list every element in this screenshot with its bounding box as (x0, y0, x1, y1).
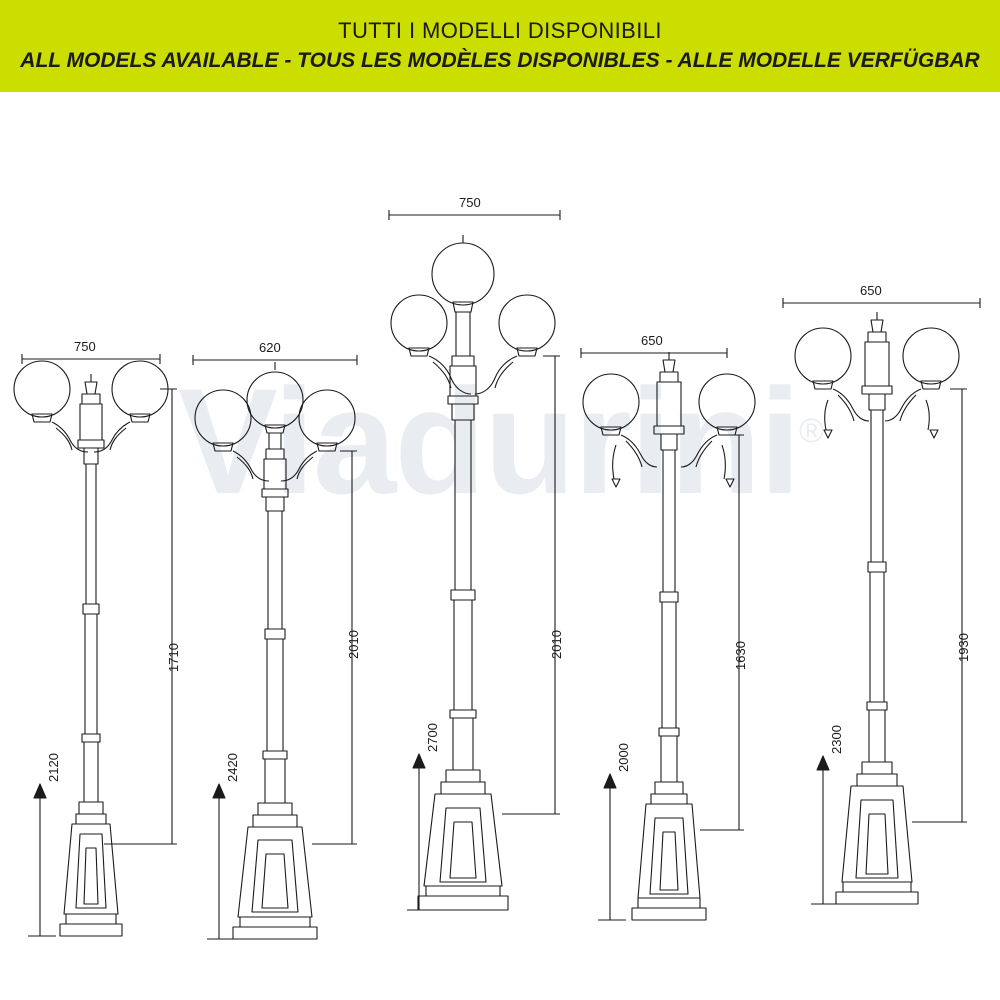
model-2-arm-height-label: 2010 (346, 630, 361, 659)
model-5-total-height-label: 2300 (829, 725, 844, 754)
model-2-top-width-label: 620 (259, 340, 281, 355)
model-4-total-height-label: 2000 (616, 743, 631, 772)
model-2-total-height-label: 2420 (225, 753, 240, 782)
lamp-post-model-5 (783, 298, 980, 904)
watermark-text: Viadurini (177, 357, 799, 525)
lamp-post-diagram (0, 92, 1000, 1000)
model-5-arm-height-label: 1930 (956, 633, 971, 662)
model-1-top-width-label: 750 (74, 339, 96, 354)
model-1-arm-height-label: 1710 (166, 643, 181, 672)
header-banner (0, 0, 1000, 92)
model-4-top-width-label: 650 (641, 333, 663, 348)
model-1-total-height-label: 2120 (46, 753, 61, 782)
model-3-arm-height-label: 2010 (549, 630, 564, 659)
header-title-italian: TUTTI I MODELLI DISPONIBILI (338, 18, 662, 43)
model-4-arm-height-label: 1630 (733, 641, 748, 670)
lamp-post-model-2 (193, 355, 357, 939)
diagram-svg (0, 92, 1000, 1000)
model-3-top-width-label: 750 (459, 195, 481, 210)
watermark-registered-mark: ® (798, 412, 823, 450)
lamp-post-model-1 (14, 354, 177, 936)
header-title-multilingual: ALL MODELS AVAILABLE - TOUS LES MODÈLES DISPONIBLES - ALLE MODELLE VERFÜGBAR (20, 49, 980, 72)
model-3-total-height-label: 2700 (425, 723, 440, 752)
lamp-post-model-3 (389, 210, 560, 910)
lamp-post-model-4 (581, 348, 755, 920)
model-5-top-width-label: 650 (860, 283, 882, 298)
